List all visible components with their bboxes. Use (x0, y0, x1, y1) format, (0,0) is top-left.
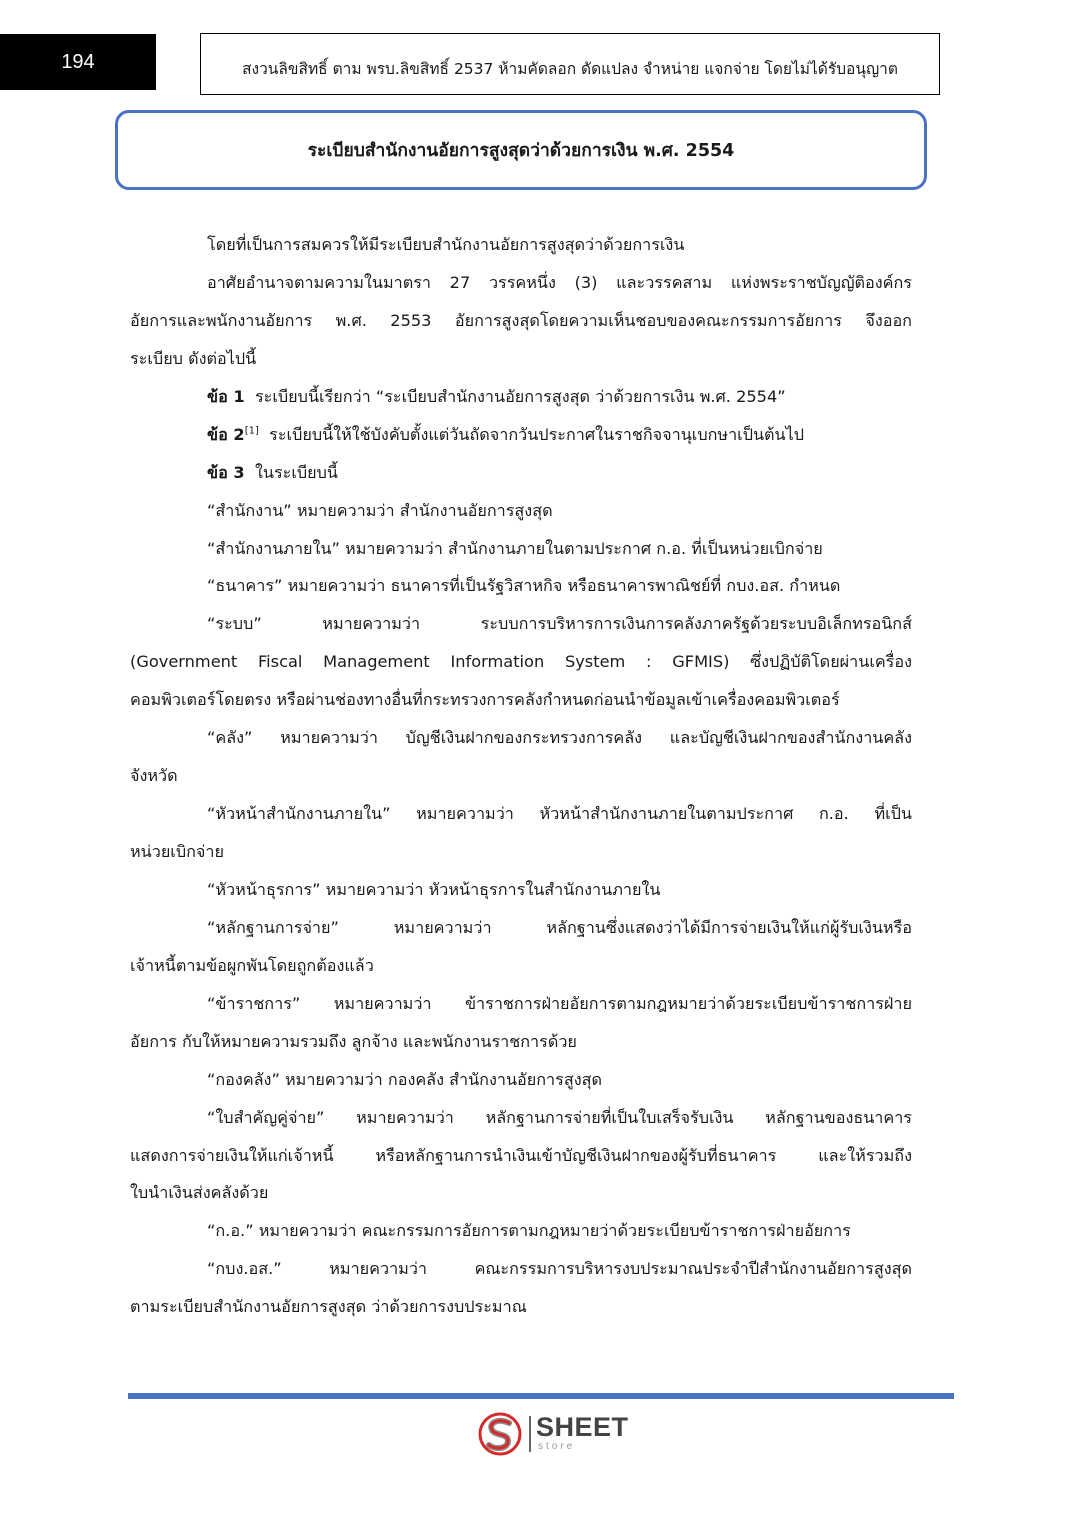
logo-text: SHEET (536, 1412, 629, 1442)
definition-line: จังหวัด (130, 766, 178, 786)
page-title-text: ระเบียบสำนักงานอัยการสูงสุดว่าด้วยการเงิน พ.ศ. 2554 (307, 141, 735, 161)
definition-line: “ธนาคาร” หมายความว่า ธนาคารที่เป็นรัฐวิสาหกิจ หรือธนาคารพาณิชย์ที่ กบง.อส. กำหนด (207, 576, 841, 596)
page-number: 194 (0, 34, 156, 90)
clause-label: ข้อ 1 (207, 386, 245, 406)
definition-line: “ใบสำคัญคู่จ่าย” หมายความว่า หลักฐานการจ่ายที่เป็นใบเสร็จรับเงิน หลักฐานของธนาคาร (207, 1107, 912, 1127)
clause-2 (130, 416, 912, 454)
footnote-ref: [1] (244, 425, 259, 437)
definition-line: “หัวหน้าสำนักงานภายใน” หมายความว่า หัวหน้าสำนักงานภายในตามประกาศ ก.อ. ที่เป็น (207, 804, 912, 824)
clause-label: ข้อ 2 (207, 424, 245, 444)
footer-divider (128, 1393, 954, 1399)
clause-text: ระเบียบนี้เรียกว่า “ระเบียบสำนักงานอัยการสูงสุด ว่าด้วยการเงิน พ.ศ. 2554” (254, 386, 786, 406)
definition-line: คอมพิวเตอร์โดยตรง หรือผ่านช่องทางอื่นที่กระทรวงการคลังกำหนดก่อนนำข้อมูลเข้าเครื่องคอมพิวเตอร์ (130, 690, 840, 710)
definition-line: ตามระเบียบสำนักงานอัยการสูงสุด ว่าด้วยการงบประมาณ (130, 1297, 527, 1317)
definition-line: “กองคลัง” หมายความว่า กองคลัง สำนักงานอัยการสูงสุด (207, 1069, 603, 1089)
definition-line: หน่วยเบิกจ่าย (130, 842, 224, 861)
definition-line: “ระบบ” หมายความว่า ระบบการบริหารการเงินการคลังภาครัฐด้วยระบบอิเล็กทรอนิกส์ (207, 614, 912, 634)
sheet-store-logo (478, 1410, 638, 1460)
clause-text: ระเบียบนี้ให้ใช้บังคับตั้งแต่วันถัดจากวันประกาศในราชกิจจานุเบกษาเป็นต้นไป (269, 424, 805, 444)
paragraph-line: อาศัยอำนาจตามความในมาตรา 27 วรรคหนึ่ง (3) และวรรคสาม แห่งพระราชบัญญัติองค์กร (207, 272, 912, 292)
clause-3 (130, 454, 912, 492)
clause-1 (130, 378, 912, 416)
definition-line: แสดงการจ่ายเงินให้แก่เจ้าหนี้ หรือหลักฐานการนำเงินเข้าบัญชีเงินฝากของผู้รับที่ธนาคาร และให้รวมถึง (130, 1145, 912, 1165)
logo-separator (529, 1416, 531, 1452)
definition-line: เจ้าหนี้ตามข้อผูกพันโดยถูกต้องแล้ว (130, 955, 374, 975)
definition-line: “สำนักงาน” หมายความว่า สำนักงานอัยการสูงสุด (207, 500, 553, 520)
page-title (115, 110, 927, 190)
logo-s-icon (478, 1412, 522, 1456)
copyright-notice: สงวนลิขสิทธิ์ ตาม พรบ.ลิขสิทธิ์ 2537 ห้ามคัดลอก ดัดแปลง จำหน่าย แจกจ่าย โดยไม่ได้รับอนุญาต (200, 33, 940, 95)
paragraph-line: อัยการและพนักงานอัยการ พ.ศ. 2553 อัยการสูงสุดโดยความเห็นชอบของคณะกรรมการอัยการ จึงออก (130, 310, 912, 330)
paragraph-line: ระเบียบ ดังต่อไปนี้ (130, 348, 257, 368)
definition-line: “ข้าราชการ” หมายความว่า ข้าราชการฝ่ายอัยการตามกฎหมายว่าด้วยระเบียบข้าราชการฝ่าย (207, 993, 912, 1013)
document-body (130, 226, 912, 1326)
definition-line: “สำนักงานภายใน” หมายความว่า สำนักงานภายในตามประกาศ ก.อ. ที่เป็นหน่วยเบิกจ่าย (207, 538, 823, 558)
definition-line: อัยการ กับให้หมายความรวมถึง ลูกจ้าง และพนักงานราชการด้วย (130, 1031, 577, 1051)
logo-subtext: store (538, 1441, 576, 1452)
definition-line: ใบนำเงินส่งคลังด้วย (130, 1183, 269, 1203)
definition-line: “ก.อ.” หมายความว่า คณะกรรมการอัยการตามกฎหมายว่าด้วยระเบียบข้าราชการฝ่ายอัยการ (207, 1221, 851, 1241)
definition-line: (Government Fiscal Management Information System : GFMIS) ซึ่งปฏิบัติโดยผ่านเครื่อง (130, 652, 912, 672)
clause-label: ข้อ 3 (207, 462, 245, 482)
clause-text: ในระเบียบนี้ (254, 462, 338, 482)
paragraph-line: โดยที่เป็นการสมควรให้มีระเบียบสำนักงานอัยการสูงสุดว่าด้วยการเงิน (207, 235, 685, 254)
definition-line: “คลัง” หมายความว่า บัญชีเงินฝากของกระทรวงการคลัง และบัญชีเงินฝากของสำนักงานคลัง (207, 728, 912, 748)
definition-line: “กบง.อส.” หมายความว่า คณะกรรมการบริหารงบประมาณประจำปีสำนักงานอัยการสูงสุด (207, 1259, 912, 1279)
definition-line: “หลักฐานการจ่าย” หมายความว่า หลักฐานซึ่งแสดงว่าได้มีการจ่ายเงินให้แก่ผู้รับเงินหรือ (207, 917, 912, 937)
definition-line: “หัวหน้าธุรการ” หมายความว่า หัวหน้าธุรการในสำนักงานภายใน (207, 879, 661, 899)
